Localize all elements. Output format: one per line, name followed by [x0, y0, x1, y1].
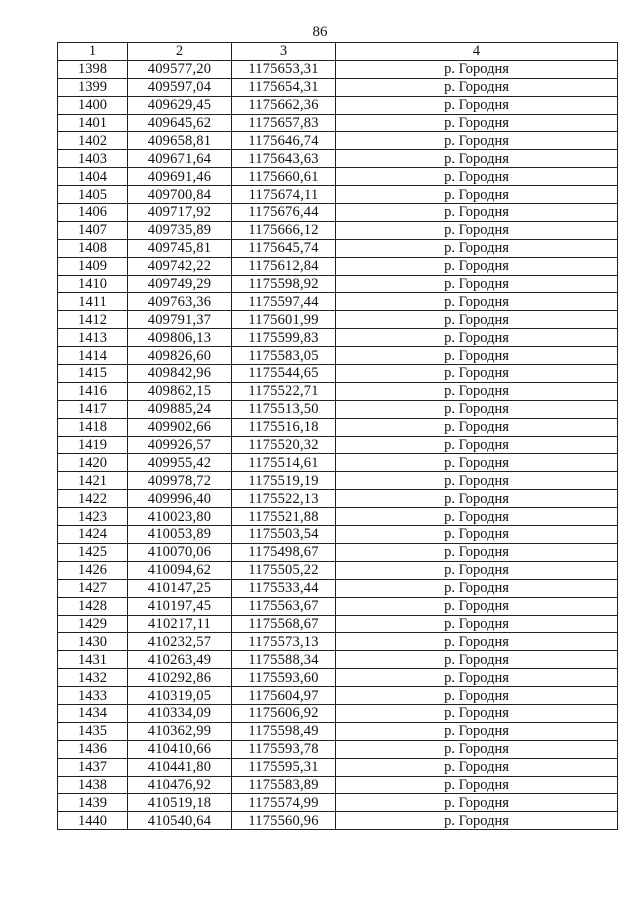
object-name-cell: р. Городня — [336, 60, 618, 78]
object-name-cell: р. Городня — [336, 114, 618, 132]
object-name-cell: р. Городня — [336, 812, 618, 830]
x-coordinate-cell: 409955,42 — [128, 454, 232, 472]
y-coordinate-cell: 1175612,84 — [232, 257, 336, 275]
x-coordinate-cell: 409749,29 — [128, 275, 232, 293]
object-name-cell: р. Городня — [336, 78, 618, 96]
x-coordinate-cell: 409806,13 — [128, 329, 232, 347]
x-coordinate-cell: 409885,24 — [128, 400, 232, 418]
point-number-cell: 1407 — [58, 221, 128, 239]
table-row — [58, 669, 618, 687]
x-coordinate-cell: 409978,72 — [128, 472, 232, 490]
y-coordinate-cell: 1175645,74 — [232, 239, 336, 257]
y-coordinate-cell: 1175662,36 — [232, 96, 336, 114]
table-row — [58, 78, 618, 96]
table-row — [58, 60, 618, 78]
point-number-cell: 1439 — [58, 794, 128, 812]
y-coordinate-cell: 1175498,67 — [232, 543, 336, 561]
table-row — [58, 633, 618, 651]
point-number-cell: 1398 — [58, 60, 128, 78]
object-name-cell: р. Городня — [336, 669, 618, 687]
object-name-cell: р. Городня — [336, 508, 618, 526]
object-name-cell: р. Городня — [336, 347, 618, 365]
x-coordinate-cell: 410540,64 — [128, 812, 232, 830]
x-coordinate-cell: 409842,96 — [128, 365, 232, 383]
y-coordinate-cell: 1175563,67 — [232, 597, 336, 615]
table-row — [58, 508, 618, 526]
table-row — [58, 490, 618, 508]
table-row — [58, 329, 618, 347]
point-number-cell: 1440 — [58, 812, 128, 830]
column-header-3: 3 — [232, 43, 336, 61]
x-coordinate-cell: 410094,62 — [128, 561, 232, 579]
object-name-cell: р. Городня — [336, 776, 618, 794]
table-row — [58, 758, 618, 776]
point-number-cell: 1422 — [58, 490, 128, 508]
x-coordinate-cell: 410053,89 — [128, 526, 232, 544]
y-coordinate-cell: 1175573,13 — [232, 633, 336, 651]
x-coordinate-cell: 410362,99 — [128, 722, 232, 740]
x-coordinate-cell: 409691,46 — [128, 168, 232, 186]
object-name-cell: р. Городня — [336, 275, 618, 293]
table-row — [58, 382, 618, 400]
y-coordinate-cell: 1175593,60 — [232, 669, 336, 687]
x-coordinate-cell: 409671,64 — [128, 150, 232, 168]
x-coordinate-cell: 409926,57 — [128, 436, 232, 454]
y-coordinate-cell: 1175657,83 — [232, 114, 336, 132]
table-row — [58, 114, 618, 132]
object-name-cell: р. Городня — [336, 221, 618, 239]
point-number-cell: 1424 — [58, 526, 128, 544]
table-row — [58, 597, 618, 615]
point-number-cell: 1438 — [58, 776, 128, 794]
table-row — [58, 239, 618, 257]
object-name-cell: р. Городня — [336, 382, 618, 400]
object-name-cell: р. Городня — [336, 633, 618, 651]
object-name-cell: р. Городня — [336, 561, 618, 579]
table-row — [58, 472, 618, 490]
object-name-cell: р. Городня — [336, 597, 618, 615]
table-row — [58, 275, 618, 293]
y-coordinate-cell: 1175522,13 — [232, 490, 336, 508]
table-row — [58, 436, 618, 454]
x-coordinate-cell: 409597,04 — [128, 78, 232, 96]
x-coordinate-cell: 409791,37 — [128, 311, 232, 329]
page-number: 86 — [312, 24, 328, 40]
object-name-cell: р. Городня — [336, 758, 618, 776]
point-number-cell: 1404 — [58, 168, 128, 186]
object-name-cell: р. Городня — [336, 150, 618, 168]
x-coordinate-cell: 410217,11 — [128, 615, 232, 633]
point-number-cell: 1417 — [58, 400, 128, 418]
table-row — [58, 132, 618, 150]
y-coordinate-cell: 1175599,83 — [232, 329, 336, 347]
y-coordinate-cell: 1175516,18 — [232, 418, 336, 436]
y-coordinate-cell: 1175597,44 — [232, 293, 336, 311]
x-coordinate-cell: 410147,25 — [128, 579, 232, 597]
x-coordinate-cell: 410519,18 — [128, 794, 232, 812]
point-number-cell: 1405 — [58, 186, 128, 204]
y-coordinate-cell: 1175674,11 — [232, 186, 336, 204]
point-number-cell: 1410 — [58, 275, 128, 293]
object-name-cell: р. Городня — [336, 168, 618, 186]
y-coordinate-cell: 1175520,32 — [232, 436, 336, 454]
table-row — [58, 257, 618, 275]
y-coordinate-cell: 1175544,65 — [232, 365, 336, 383]
table-row — [58, 150, 618, 168]
point-number-cell: 1399 — [58, 78, 128, 96]
x-coordinate-cell: 410441,80 — [128, 758, 232, 776]
point-number-cell: 1428 — [58, 597, 128, 615]
x-coordinate-cell: 410263,49 — [128, 651, 232, 669]
y-coordinate-cell: 1175598,49 — [232, 722, 336, 740]
table-row — [58, 186, 618, 204]
object-name-cell: р. Городня — [336, 186, 618, 204]
point-number-cell: 1421 — [58, 472, 128, 490]
object-name-cell: р. Городня — [336, 794, 618, 812]
x-coordinate-cell: 410476,92 — [128, 776, 232, 794]
point-number-cell: 1403 — [58, 150, 128, 168]
point-number-cell: 1436 — [58, 740, 128, 758]
table-row — [58, 615, 618, 633]
x-coordinate-cell: 410197,45 — [128, 597, 232, 615]
point-number-cell: 1402 — [58, 132, 128, 150]
x-coordinate-cell: 409717,92 — [128, 204, 232, 222]
y-coordinate-cell: 1175519,19 — [232, 472, 336, 490]
x-coordinate-cell: 409742,22 — [128, 257, 232, 275]
y-coordinate-cell: 1175654,31 — [232, 78, 336, 96]
point-number-cell: 1420 — [58, 454, 128, 472]
point-number-cell: 1411 — [58, 293, 128, 311]
x-coordinate-cell: 410070,06 — [128, 543, 232, 561]
point-number-cell: 1414 — [58, 347, 128, 365]
object-name-cell: р. Городня — [336, 96, 618, 114]
table-row — [58, 221, 618, 239]
table-row — [58, 454, 618, 472]
x-coordinate-cell: 409658,81 — [128, 132, 232, 150]
table-body — [58, 60, 618, 829]
point-number-cell: 1400 — [58, 96, 128, 114]
y-coordinate-cell: 1175604,97 — [232, 687, 336, 705]
object-name-cell: р. Городня — [336, 400, 618, 418]
table-row — [58, 96, 618, 114]
object-name-cell: р. Городня — [336, 740, 618, 758]
object-name-cell: р. Городня — [336, 704, 618, 722]
object-name-cell: р. Городня — [336, 579, 618, 597]
y-coordinate-cell: 1175522,71 — [232, 382, 336, 400]
object-name-cell: р. Городня — [336, 257, 618, 275]
y-coordinate-cell: 1175643,63 — [232, 150, 336, 168]
y-coordinate-cell: 1175574,99 — [232, 794, 336, 812]
y-coordinate-cell: 1175660,61 — [232, 168, 336, 186]
object-name-cell: р. Городня — [336, 526, 618, 544]
x-coordinate-cell: 409862,15 — [128, 382, 232, 400]
x-coordinate-cell: 410292,86 — [128, 669, 232, 687]
point-number-cell: 1413 — [58, 329, 128, 347]
object-name-cell: р. Городня — [336, 722, 618, 740]
table-row — [58, 687, 618, 705]
y-coordinate-cell: 1175601,99 — [232, 311, 336, 329]
point-number-cell: 1401 — [58, 114, 128, 132]
x-coordinate-cell: 410319,05 — [128, 687, 232, 705]
table-row — [58, 418, 618, 436]
y-coordinate-cell: 1175598,92 — [232, 275, 336, 293]
point-number-cell: 1412 — [58, 311, 128, 329]
x-coordinate-cell: 409735,89 — [128, 221, 232, 239]
table-row — [58, 651, 618, 669]
table-row — [58, 722, 618, 740]
point-number-cell: 1426 — [58, 561, 128, 579]
column-header-1: 1 — [58, 43, 128, 61]
x-coordinate-cell: 409577,20 — [128, 60, 232, 78]
x-coordinate-cell: 409629,45 — [128, 96, 232, 114]
object-name-cell: р. Городня — [336, 418, 618, 436]
point-number-cell: 1427 — [58, 579, 128, 597]
table-row — [58, 204, 618, 222]
object-name-cell: р. Городня — [336, 132, 618, 150]
point-number-cell: 1419 — [58, 436, 128, 454]
x-coordinate-cell: 409700,84 — [128, 186, 232, 204]
object-name-cell: р. Городня — [336, 311, 618, 329]
table-row — [58, 293, 618, 311]
point-number-cell: 1437 — [58, 758, 128, 776]
x-coordinate-cell: 410410,66 — [128, 740, 232, 758]
y-coordinate-cell: 1175606,92 — [232, 704, 336, 722]
y-coordinate-cell: 1175503,54 — [232, 526, 336, 544]
point-number-cell: 1423 — [58, 508, 128, 526]
y-coordinate-cell: 1175593,78 — [232, 740, 336, 758]
table-row — [58, 168, 618, 186]
point-number-cell: 1418 — [58, 418, 128, 436]
y-coordinate-cell: 1175583,89 — [232, 776, 336, 794]
object-name-cell: р. Городня — [336, 651, 618, 669]
point-number-cell: 1409 — [58, 257, 128, 275]
y-coordinate-cell: 1175560,96 — [232, 812, 336, 830]
point-number-cell: 1416 — [58, 382, 128, 400]
y-coordinate-cell: 1175588,34 — [232, 651, 336, 669]
table-row — [58, 579, 618, 597]
table-row — [58, 347, 618, 365]
x-coordinate-cell: 409745,81 — [128, 239, 232, 257]
object-name-cell: р. Городня — [336, 615, 618, 633]
object-name-cell: р. Городня — [336, 204, 618, 222]
point-number-cell: 1430 — [58, 633, 128, 651]
x-coordinate-cell: 409763,36 — [128, 293, 232, 311]
y-coordinate-cell: 1175521,88 — [232, 508, 336, 526]
table-row — [58, 812, 618, 830]
point-number-cell: 1406 — [58, 204, 128, 222]
table-row — [58, 400, 618, 418]
table-row — [58, 311, 618, 329]
point-number-cell: 1415 — [58, 365, 128, 383]
table-row — [58, 561, 618, 579]
y-coordinate-cell: 1175595,31 — [232, 758, 336, 776]
y-coordinate-cell: 1175505,22 — [232, 561, 336, 579]
object-name-cell: р. Городня — [336, 490, 618, 508]
object-name-cell: р. Городня — [336, 454, 618, 472]
y-coordinate-cell: 1175666,12 — [232, 221, 336, 239]
point-number-cell: 1429 — [58, 615, 128, 633]
table-row — [58, 740, 618, 758]
table-row — [58, 543, 618, 561]
point-number-cell: 1425 — [58, 543, 128, 561]
object-name-cell: р. Городня — [336, 472, 618, 490]
object-name-cell: р. Городня — [336, 687, 618, 705]
table-row — [58, 365, 618, 383]
table-row — [58, 776, 618, 794]
y-coordinate-cell: 1175646,74 — [232, 132, 336, 150]
y-coordinate-cell: 1175533,44 — [232, 579, 336, 597]
y-coordinate-cell: 1175583,05 — [232, 347, 336, 365]
y-coordinate-cell: 1175568,67 — [232, 615, 336, 633]
x-coordinate-cell: 410232,57 — [128, 633, 232, 651]
y-coordinate-cell: 1175514,61 — [232, 454, 336, 472]
column-header-2: 2 — [128, 43, 232, 61]
coordinates-table — [57, 42, 618, 830]
column-header-4: 4 — [336, 43, 618, 61]
y-coordinate-cell: 1175653,31 — [232, 60, 336, 78]
x-coordinate-cell: 410023,80 — [128, 508, 232, 526]
x-coordinate-cell: 409645,62 — [128, 114, 232, 132]
x-coordinate-cell: 410334,09 — [128, 704, 232, 722]
y-coordinate-cell: 1175676,44 — [232, 204, 336, 222]
point-number-cell: 1431 — [58, 651, 128, 669]
object-name-cell: р. Городня — [336, 543, 618, 561]
table-header-row — [58, 43, 618, 61]
y-coordinate-cell: 1175513,50 — [232, 400, 336, 418]
object-name-cell: р. Городня — [336, 293, 618, 311]
table-row — [58, 526, 618, 544]
point-number-cell: 1434 — [58, 704, 128, 722]
point-number-cell: 1408 — [58, 239, 128, 257]
x-coordinate-cell: 409826,60 — [128, 347, 232, 365]
point-number-cell: 1435 — [58, 722, 128, 740]
point-number-cell: 1432 — [58, 669, 128, 687]
x-coordinate-cell: 409996,40 — [128, 490, 232, 508]
object-name-cell: р. Городня — [336, 436, 618, 454]
x-coordinate-cell: 409902,66 — [128, 418, 232, 436]
point-number-cell: 1433 — [58, 687, 128, 705]
table-row — [58, 704, 618, 722]
table-row — [58, 794, 618, 812]
object-name-cell: р. Городня — [336, 329, 618, 347]
object-name-cell: р. Городня — [336, 365, 618, 383]
object-name-cell: р. Городня — [336, 239, 618, 257]
